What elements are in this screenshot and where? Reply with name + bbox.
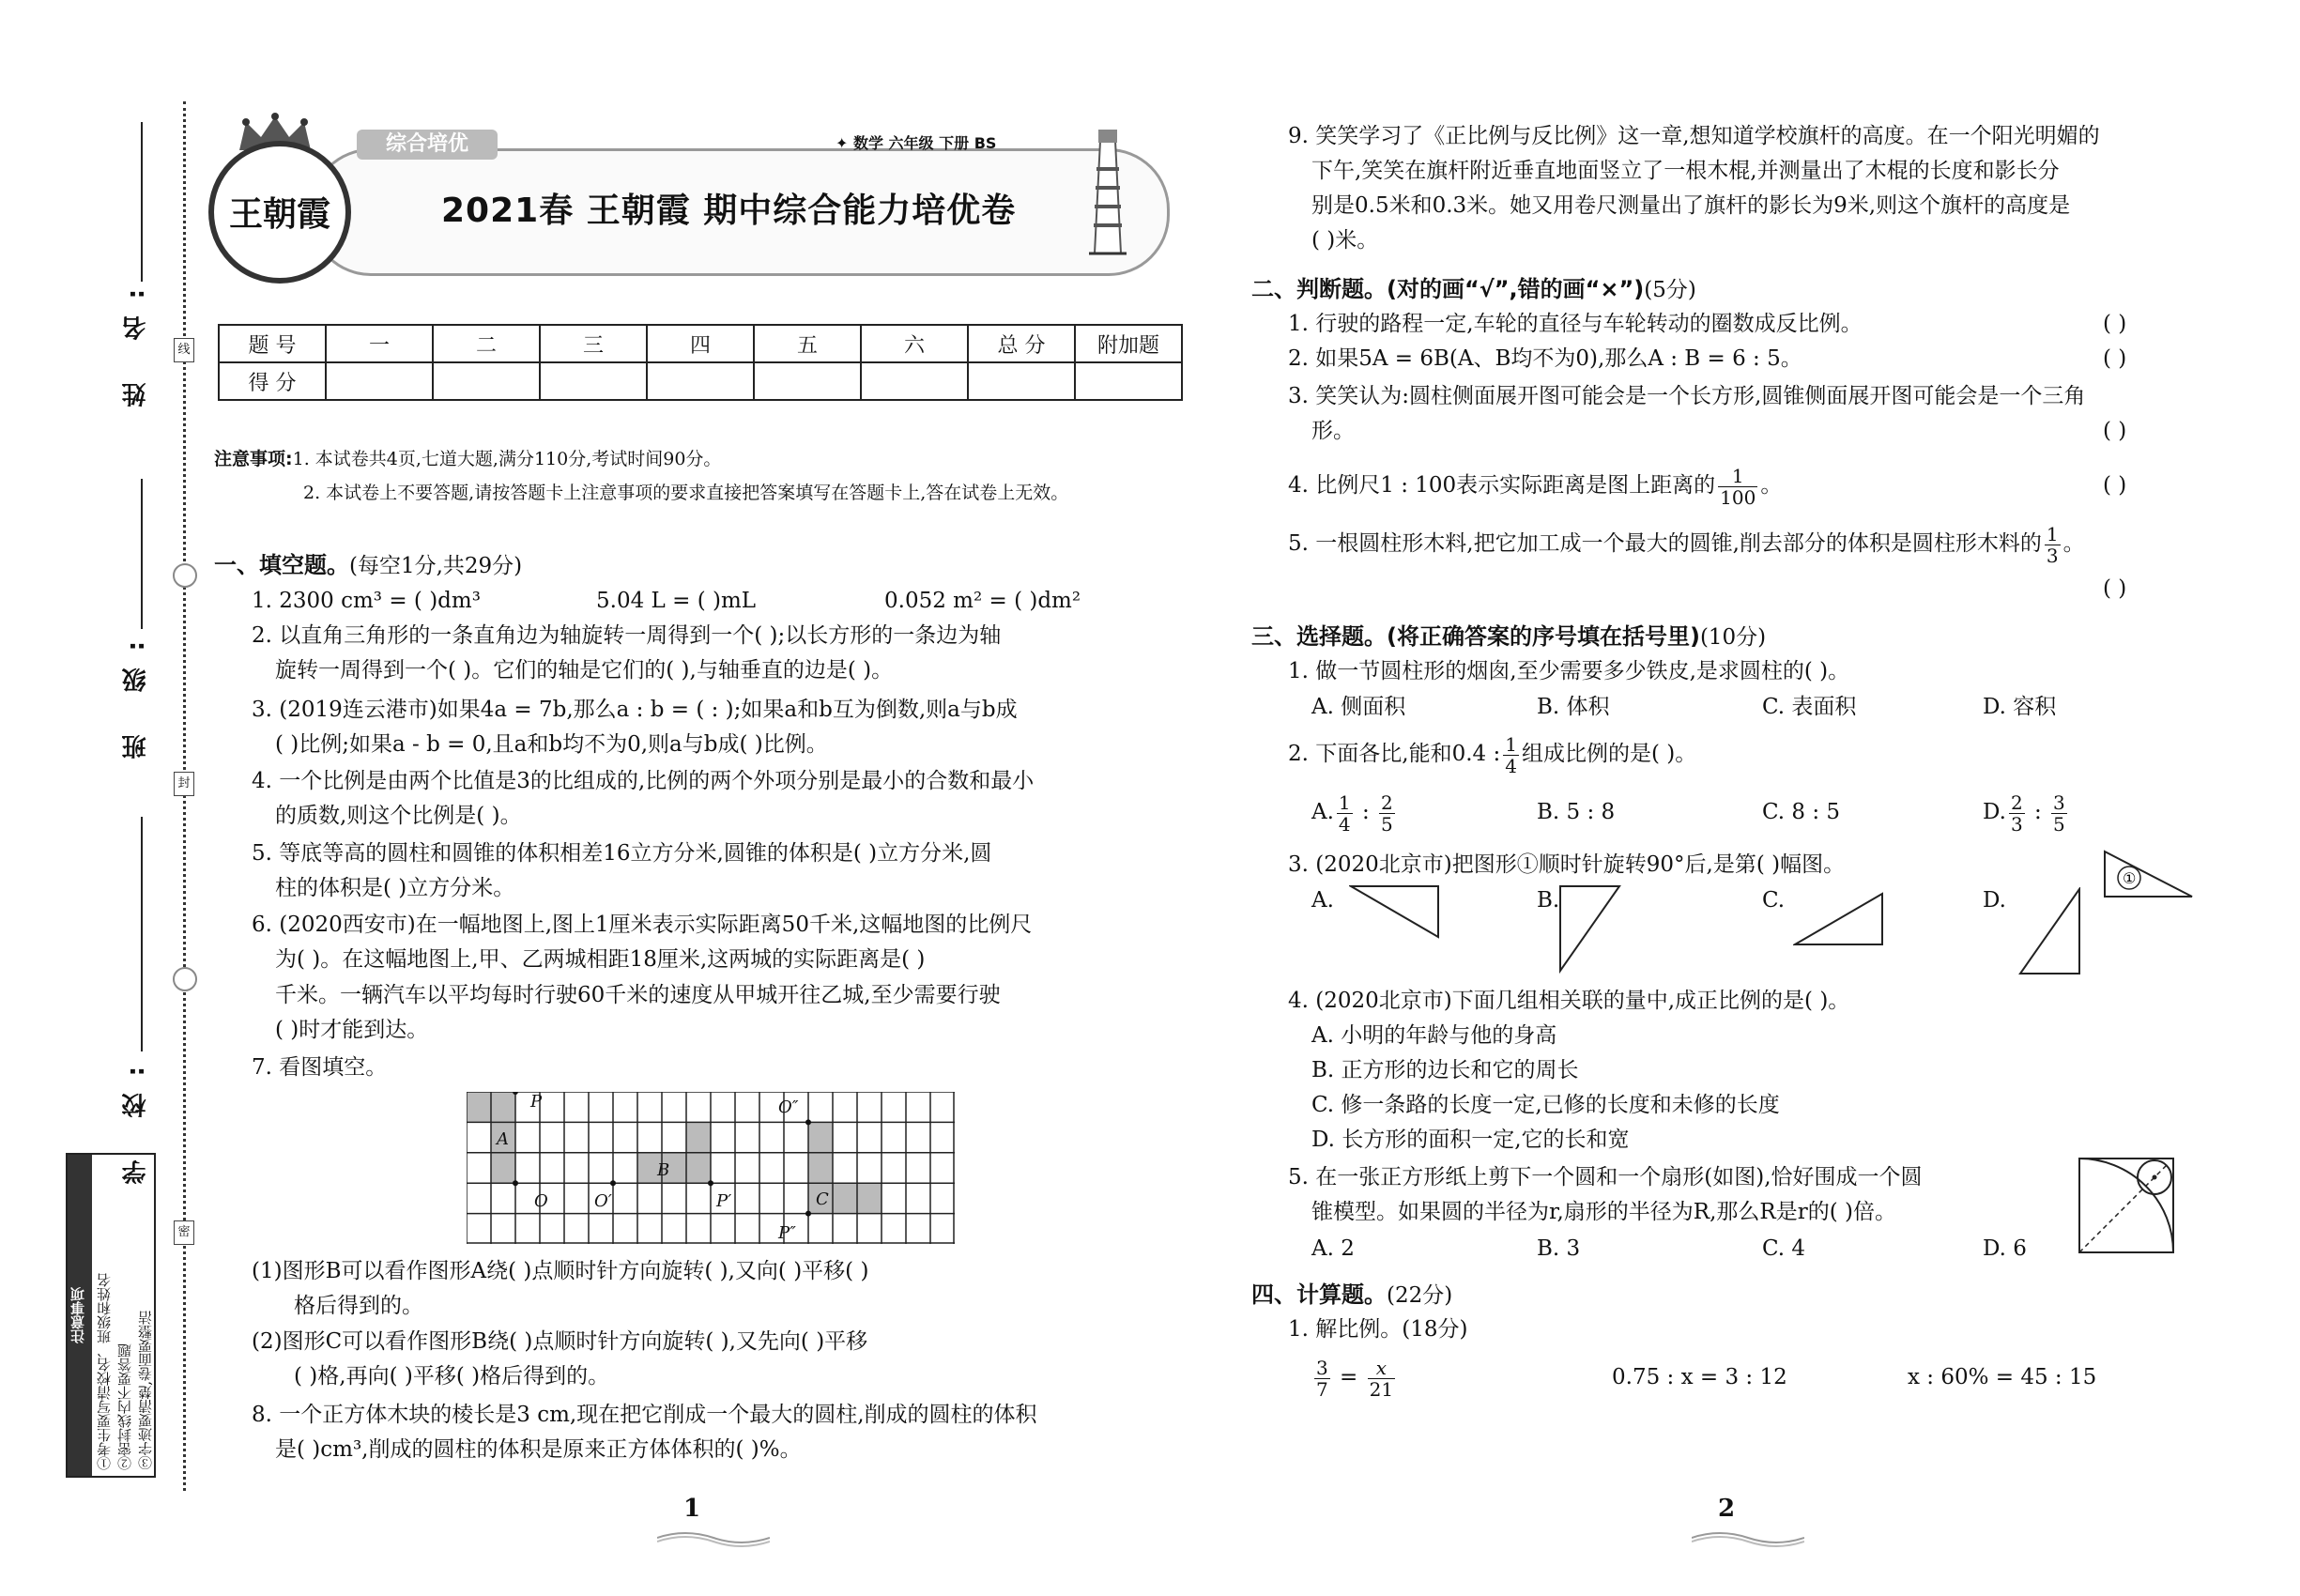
brand-logo — [208, 141, 351, 284]
s2-q3a: 3. 笑笑认为:圆柱侧面展开图可能会是一个长方形,圆锥侧面展开图可能会是一个三角 — [1288, 384, 2086, 408]
subject-text: 数学 六年级 下册 BS — [852, 134, 997, 152]
score-header-cell: 二 — [433, 325, 540, 362]
equals-sign: = — [1340, 1365, 1358, 1389]
denominator: 3 — [2046, 544, 2059, 567]
s2-q5-text: 5. 一根圆柱形木料,把它加工成一个最大的圆锥,削去部分的体积是圆柱形木料的 — [1288, 531, 2042, 556]
s3-q1-opt-c[interactable]: C. 表面积 — [1762, 695, 1857, 719]
s3-q2-opt-b[interactable]: B. 5 : 8 — [1537, 800, 1616, 824]
q9-b: 下午,笑笑在旗杆附近垂直地面竖立了一根木棍,并测量出了木棍的长度和影长分 — [1311, 159, 2060, 183]
denominator: 100 — [1720, 485, 1756, 509]
q1-6b: 为( )。在这幅地图上,甲、乙两城相距18厘米,这两城的实际距离是( ) — [275, 947, 926, 972]
s3-q5b: 锥模型。如果圆的半径为r,扇形的半径为R,那么R是r的( )倍。 — [1311, 1200, 1896, 1224]
s3-q2-opt-d[interactable]: D. $\frac{2}{3}$ : $\frac{3}{5}$ — [1983, 790, 2065, 836]
q1-4b: 的质数,则这个比例是( )。 — [275, 804, 522, 828]
notes-line-2: 2. 本试卷上不要答题,请按答题卡上注意事项的要求直接把答案填写在答题卡上,答在试卷上无效。 — [303, 483, 1069, 503]
point-O — [513, 1180, 518, 1186]
notes-text: 1. 本试卷共4页,七道大题,满分110分,考试时间90分。 — [292, 449, 722, 469]
section-1-title: 一、填空题。 — [214, 552, 349, 578]
option-letter: D. — [1983, 800, 2006, 824]
s3-q1-opt-d[interactable]: D. 容积 — [1983, 695, 2057, 719]
denominator: 4 — [1505, 754, 1517, 777]
section-1-note: (每空1分,共29分) — [349, 554, 523, 578]
q1-8b: 是( )cm³,削成的圆柱的体积是原来正方体体积的( )%。 — [275, 1437, 802, 1462]
point-O2 — [805, 1119, 811, 1125]
triangle-label: ① — [2123, 869, 2137, 887]
score-table — [218, 324, 1183, 401]
page-ornament-icon — [1692, 1528, 1804, 1547]
label-O2: O″ — [778, 1097, 799, 1117]
s3-q3-opt-a[interactable]: A. — [1311, 888, 1334, 913]
school-label: 学 校: — [122, 1050, 150, 1185]
s3-q3-opt-c[interactable]: C. — [1762, 888, 1786, 913]
notice-item: ③字迹要清楚,卷面要整洁 — [137, 1311, 154, 1470]
binding-hole-icon — [173, 563, 197, 588]
s4-eq2: 0.75 : x = 3 : 12 — [1612, 1365, 1787, 1389]
s2-q1: 1. 行驶的路程一定,车轮的直径与车轮转动的圈数成反比例。 — [1288, 312, 1863, 336]
q9-c: 别是0.5米和0.3米。她又用卷尺测量出了旗杆的影长为9米,则这个旗杆的高度是 — [1311, 193, 2071, 218]
label-P2: P″ — [778, 1223, 796, 1243]
score-cell[interactable] — [1075, 362, 1182, 400]
section-2-title: 二、判断题。(对的画“√”,错的画“×”) — [1251, 276, 1645, 302]
section-4-note: (22分) — [1387, 1283, 1453, 1308]
notice-item: ②密封线内不要答题 — [116, 1343, 133, 1470]
label-P1: P′ — [716, 1191, 732, 1211]
score-header-cell: 五 — [754, 325, 861, 362]
s3-q3-opt-d[interactable]: D. — [1983, 888, 2006, 913]
score-header-cell: 四 — [647, 325, 754, 362]
q1-3b: ( )比例;如果a - b = 0,且a和b均不为0,则a与b成( )比例。 — [275, 732, 828, 757]
s2-q4 — [1288, 460, 1782, 511]
score-cell[interactable] — [433, 362, 540, 400]
notice-box — [66, 1153, 156, 1478]
section-2-heading — [1251, 273, 1696, 306]
q1-6c: 千米。一辆汽车以平均每时行驶60千米的速度从甲城开往乙城,至少需要行驶 — [275, 983, 1001, 1007]
q1-7-2b: ( )格,再向( )平移( )格后得到的。 — [294, 1364, 610, 1389]
fraction — [1503, 734, 1519, 776]
score-header-cell: 三 — [540, 325, 647, 362]
numerator: x — [1368, 1358, 1395, 1379]
page-number-right: 2 — [1718, 1495, 1736, 1523]
q1-1a: 1. 2300 cm³ = ( )dm³ — [252, 589, 481, 613]
class-field-line[interactable] — [141, 479, 143, 629]
s2-q2: 2. 如果5A = 6B(A、B均不为0),那么A : B = 6 : 5。 — [1288, 346, 1802, 371]
section-3-heading — [1251, 621, 1766, 653]
score-row-label: 得 分 — [219, 362, 326, 400]
s4-q1: 1. 解比例。(18分) — [1288, 1317, 1468, 1342]
score-cell[interactable] — [540, 362, 647, 400]
score-cell[interactable] — [861, 362, 968, 400]
q1-5a: 5. 等底等高的圆柱和圆锥的体积相差16立方分米,圆锥的体积是( )立方分米,圆 — [252, 841, 992, 866]
square-circle-sector-diagram — [2078, 1157, 2176, 1255]
score-header-cell: 总 分 — [968, 325, 1075, 362]
grid-lines — [467, 1092, 955, 1244]
bind-mark-xian: 线 — [174, 338, 194, 362]
q1-7-1b: 格后得到的。 — [294, 1294, 423, 1318]
s2-q5-end: 。 — [2062, 531, 2085, 556]
name-field-line[interactable] — [141, 122, 143, 282]
s3-q5-opt-a[interactable]: A. 2 — [1311, 1236, 1355, 1261]
numerator: 1 — [1338, 790, 1351, 814]
numerator: 3 — [1316, 1356, 1328, 1379]
q9-d: ( )米。 — [1311, 228, 1379, 253]
q1-6d: ( )时才能到达。 — [275, 1018, 429, 1042]
s3-q1-opt-b[interactable]: B. 体积 — [1537, 695, 1610, 719]
fraction — [2009, 792, 2025, 835]
notice-title: 注意事项 — [68, 1155, 92, 1476]
s3-q2-end: 组成比例的是( )。 — [1521, 742, 1697, 766]
bind-mark-mi: 密 — [174, 1220, 194, 1245]
label-P: P — [530, 1092, 543, 1112]
binding-dotted-line — [183, 101, 186, 1491]
s3-q4-opt-c[interactable]: C. 修一条路的长度一定,已修的长度和未修的长度 — [1311, 1093, 1780, 1117]
denominator: 4 — [1338, 812, 1351, 836]
triangle-figure-1 — [2103, 850, 2197, 901]
score-cell[interactable] — [326, 362, 433, 400]
label-O: O — [534, 1191, 548, 1211]
fraction — [2051, 792, 2067, 835]
s3-q1-opt-a[interactable]: A. 侧面积 — [1311, 695, 1406, 719]
s2-q3-answer[interactable]: ( ) — [2103, 419, 2127, 443]
binding-hole-icon — [173, 967, 197, 991]
triangle-option-c — [1793, 892, 1887, 948]
s2-q4-end: 。 — [1760, 473, 1783, 498]
score-table-header-row — [219, 325, 1182, 362]
s2-q1-answer[interactable]: ( ) — [2103, 312, 2127, 336]
label-B: B — [657, 1160, 670, 1180]
bind-mark-feng: 封 — [174, 772, 194, 796]
brand-logo-text: 王朝霞 — [228, 194, 330, 234]
fraction — [2045, 524, 2061, 566]
s3-q1: 1. 做一节圆柱形的烟囱,至少需要多少铁皮,是求圆柱的( )。 — [1288, 659, 1850, 683]
notes-line-1 — [214, 443, 721, 475]
section-4-heading — [1251, 1279, 1452, 1312]
s3-q4: 4. (2020北京市)下面几组相关联的量中,成正比例的是( )。 — [1288, 989, 1850, 1013]
denominator: 21 — [1369, 1377, 1394, 1401]
s3-q4-opt-a[interactable]: A. 小明的年龄与他的身高 — [1311, 1023, 1557, 1048]
sparkle-icon: ✦ — [836, 134, 853, 152]
s3-q4-opt-b[interactable]: B. 正方形的边长和它的周长 — [1311, 1058, 1579, 1082]
denominator: 7 — [1316, 1377, 1328, 1401]
s3-q5-opt-b[interactable]: B. 3 — [1537, 1236, 1581, 1261]
q1-7: 7. 看图填空。 — [252, 1055, 388, 1080]
q1-4a: 4. 一个比例是由两个比值是3的比组成的,比例的两个外项分别是最小的合数和最小 — [252, 769, 1035, 793]
q1-6a: 6. (2020西安市)在一幅地图上,图上1厘米表示实际距离50千米,这幅地图的比例尺 — [252, 913, 1033, 937]
label-A: A — [497, 1129, 509, 1149]
fraction — [1379, 792, 1395, 835]
option-letter: A. — [1311, 800, 1334, 824]
school-field-line[interactable] — [141, 817, 143, 1051]
triangle-option-b — [1558, 884, 1624, 974]
s3-q5a: 5. 在一张正方形纸上剪下一个圆和一个扇形(如图),恰好围成一个圆 — [1288, 1165, 1923, 1189]
exam-title: 2021春 王朝霞 期中综合能力培优卷 — [441, 192, 1017, 230]
section-3-title: 三、选择题。(将正确答案的序号填在括号里) — [1251, 623, 1700, 650]
s3-q3: 3. (2020北京市)把图形①顺时针旋转90°后,是第( )幅图。 — [1288, 852, 1846, 877]
numerator: 1 — [1505, 732, 1517, 756]
score-cell[interactable] — [647, 362, 754, 400]
numerator: 2 — [1381, 790, 1393, 814]
triangle-option-a — [1349, 884, 1443, 941]
s2-q5 — [1288, 518, 2085, 569]
score-cell[interactable] — [968, 362, 1075, 400]
score-table-score-row — [219, 362, 1182, 400]
q1-1c: 0.052 m² = ( )dm² — [884, 589, 1081, 613]
numerator: 2 — [2010, 790, 2023, 814]
q1-8a: 8. 一个正方体木块的棱长是3 cm,现在把它削成一个最大的圆柱,削成的圆柱的体积 — [252, 1403, 1037, 1427]
subject-line — [836, 131, 996, 153]
section-2-note: (5分) — [1644, 278, 1696, 302]
s4-eq3: x : 60% = 45 : 15 — [1908, 1365, 2097, 1389]
section-4-title: 四、计算题。 — [1251, 1281, 1387, 1308]
numerator: 1 — [1718, 466, 1757, 487]
q1-2b: 旋转一周得到一个( )。它们的轴是它们的( ),与轴垂直的边是( )。 — [275, 658, 894, 683]
point-P2 — [805, 1211, 811, 1217]
denominator: 3 — [2010, 812, 2023, 836]
s2-q4-answer[interactable]: ( ) — [2103, 473, 2127, 498]
s3-q5-opt-d[interactable]: D. 6 — [1983, 1236, 2027, 1261]
point-O1 — [610, 1180, 616, 1186]
section-3-note: (10分) — [1699, 625, 1767, 650]
s3-q2 — [1288, 729, 1696, 779]
q1-7-2a: (2)图形C可以看作图形B绕( )点顺时针方向旋转( ),又先向( )平移 — [252, 1329, 868, 1354]
s3-q5-opt-c[interactable]: C. 4 — [1762, 1236, 1806, 1261]
point-P1 — [708, 1180, 713, 1186]
lighthouse-icon — [1080, 122, 1136, 263]
s2-q4-text: 4. 比例尺1 : 100表示实际距离是图上距离的 — [1288, 473, 1716, 498]
section-1-heading — [214, 549, 522, 582]
name-label: 姓 名: — [122, 272, 150, 407]
s3-q2-text: 2. 下面各比,能和0.4 : — [1288, 742, 1501, 766]
notice-item: ①考生要写清校名、班级和姓名 — [96, 1273, 113, 1470]
s3-q4-opt-d[interactable]: D. 长方形的面积一定,它的长和宽 — [1311, 1128, 1630, 1152]
fraction — [1368, 1358, 1395, 1400]
denominator: 5 — [2053, 812, 2065, 836]
q9-a: 9. 笑笑学习了《正比例与反比例》这一章,想知道学校旗杆的高度。在一个阳光明媚的 — [1288, 124, 2100, 148]
fraction — [1337, 792, 1353, 835]
denominator: 5 — [1381, 812, 1393, 836]
page-number-left: 1 — [683, 1495, 701, 1523]
s2-q3b: 形。 — [1311, 419, 1355, 443]
q1-7-1a: (1)图形B可以看作图形A绕( )点顺时针方向旋转( ),又向( )平移( ) — [252, 1259, 869, 1283]
score-header-cell: 一 — [326, 325, 433, 362]
triangle-option-d — [2018, 887, 2084, 976]
score-cell[interactable] — [754, 362, 861, 400]
class-label: 班 级: — [122, 624, 150, 760]
s3-q2-opt-c[interactable]: C. 8 : 5 — [1762, 800, 1841, 824]
numerator: 3 — [2053, 790, 2065, 814]
q1-1b: 5.04 L = ( )mL — [596, 589, 757, 613]
q1-2a: 2. 以直角三角形的一条直角边为轴旋转一周得到一个( );以长方形的一条边为轴 — [252, 623, 1002, 648]
score-header-cell: 六 — [861, 325, 968, 362]
q1-5b: 柱的体积是( )立方分米。 — [275, 876, 515, 900]
score-header-cell: 题 号 — [219, 325, 326, 362]
fraction — [1314, 1358, 1330, 1400]
q1-3a: 3. (2019连云港市)如果4a = 7b,那么a : b = ( : );如果a和b互为倒数,则a与b成 — [252, 698, 1018, 722]
page-ornament-icon — [657, 1528, 770, 1547]
score-header-cell: 附加题 — [1075, 325, 1182, 362]
label-C: C — [816, 1189, 829, 1209]
numerator: 1 — [2046, 522, 2059, 545]
s3-q2-opt-a[interactable]: A. $\frac{1}{4}$ : $\frac{2}{5}$ — [1311, 790, 1393, 836]
badge-label: 综合培优 — [357, 130, 498, 160]
s3-q3-opt-b[interactable]: B. — [1537, 888, 1560, 913]
s2-q5-answer[interactable]: ( ) — [2103, 576, 2127, 601]
rotation-grid-figure — [467, 1092, 955, 1244]
fraction — [1718, 466, 1757, 508]
s4-eq1 — [1311, 1352, 1398, 1403]
s2-q2-answer[interactable]: ( ) — [2103, 346, 2127, 371]
notes-label: 注意事项: — [214, 449, 293, 469]
label-O1: O′ — [594, 1191, 612, 1211]
